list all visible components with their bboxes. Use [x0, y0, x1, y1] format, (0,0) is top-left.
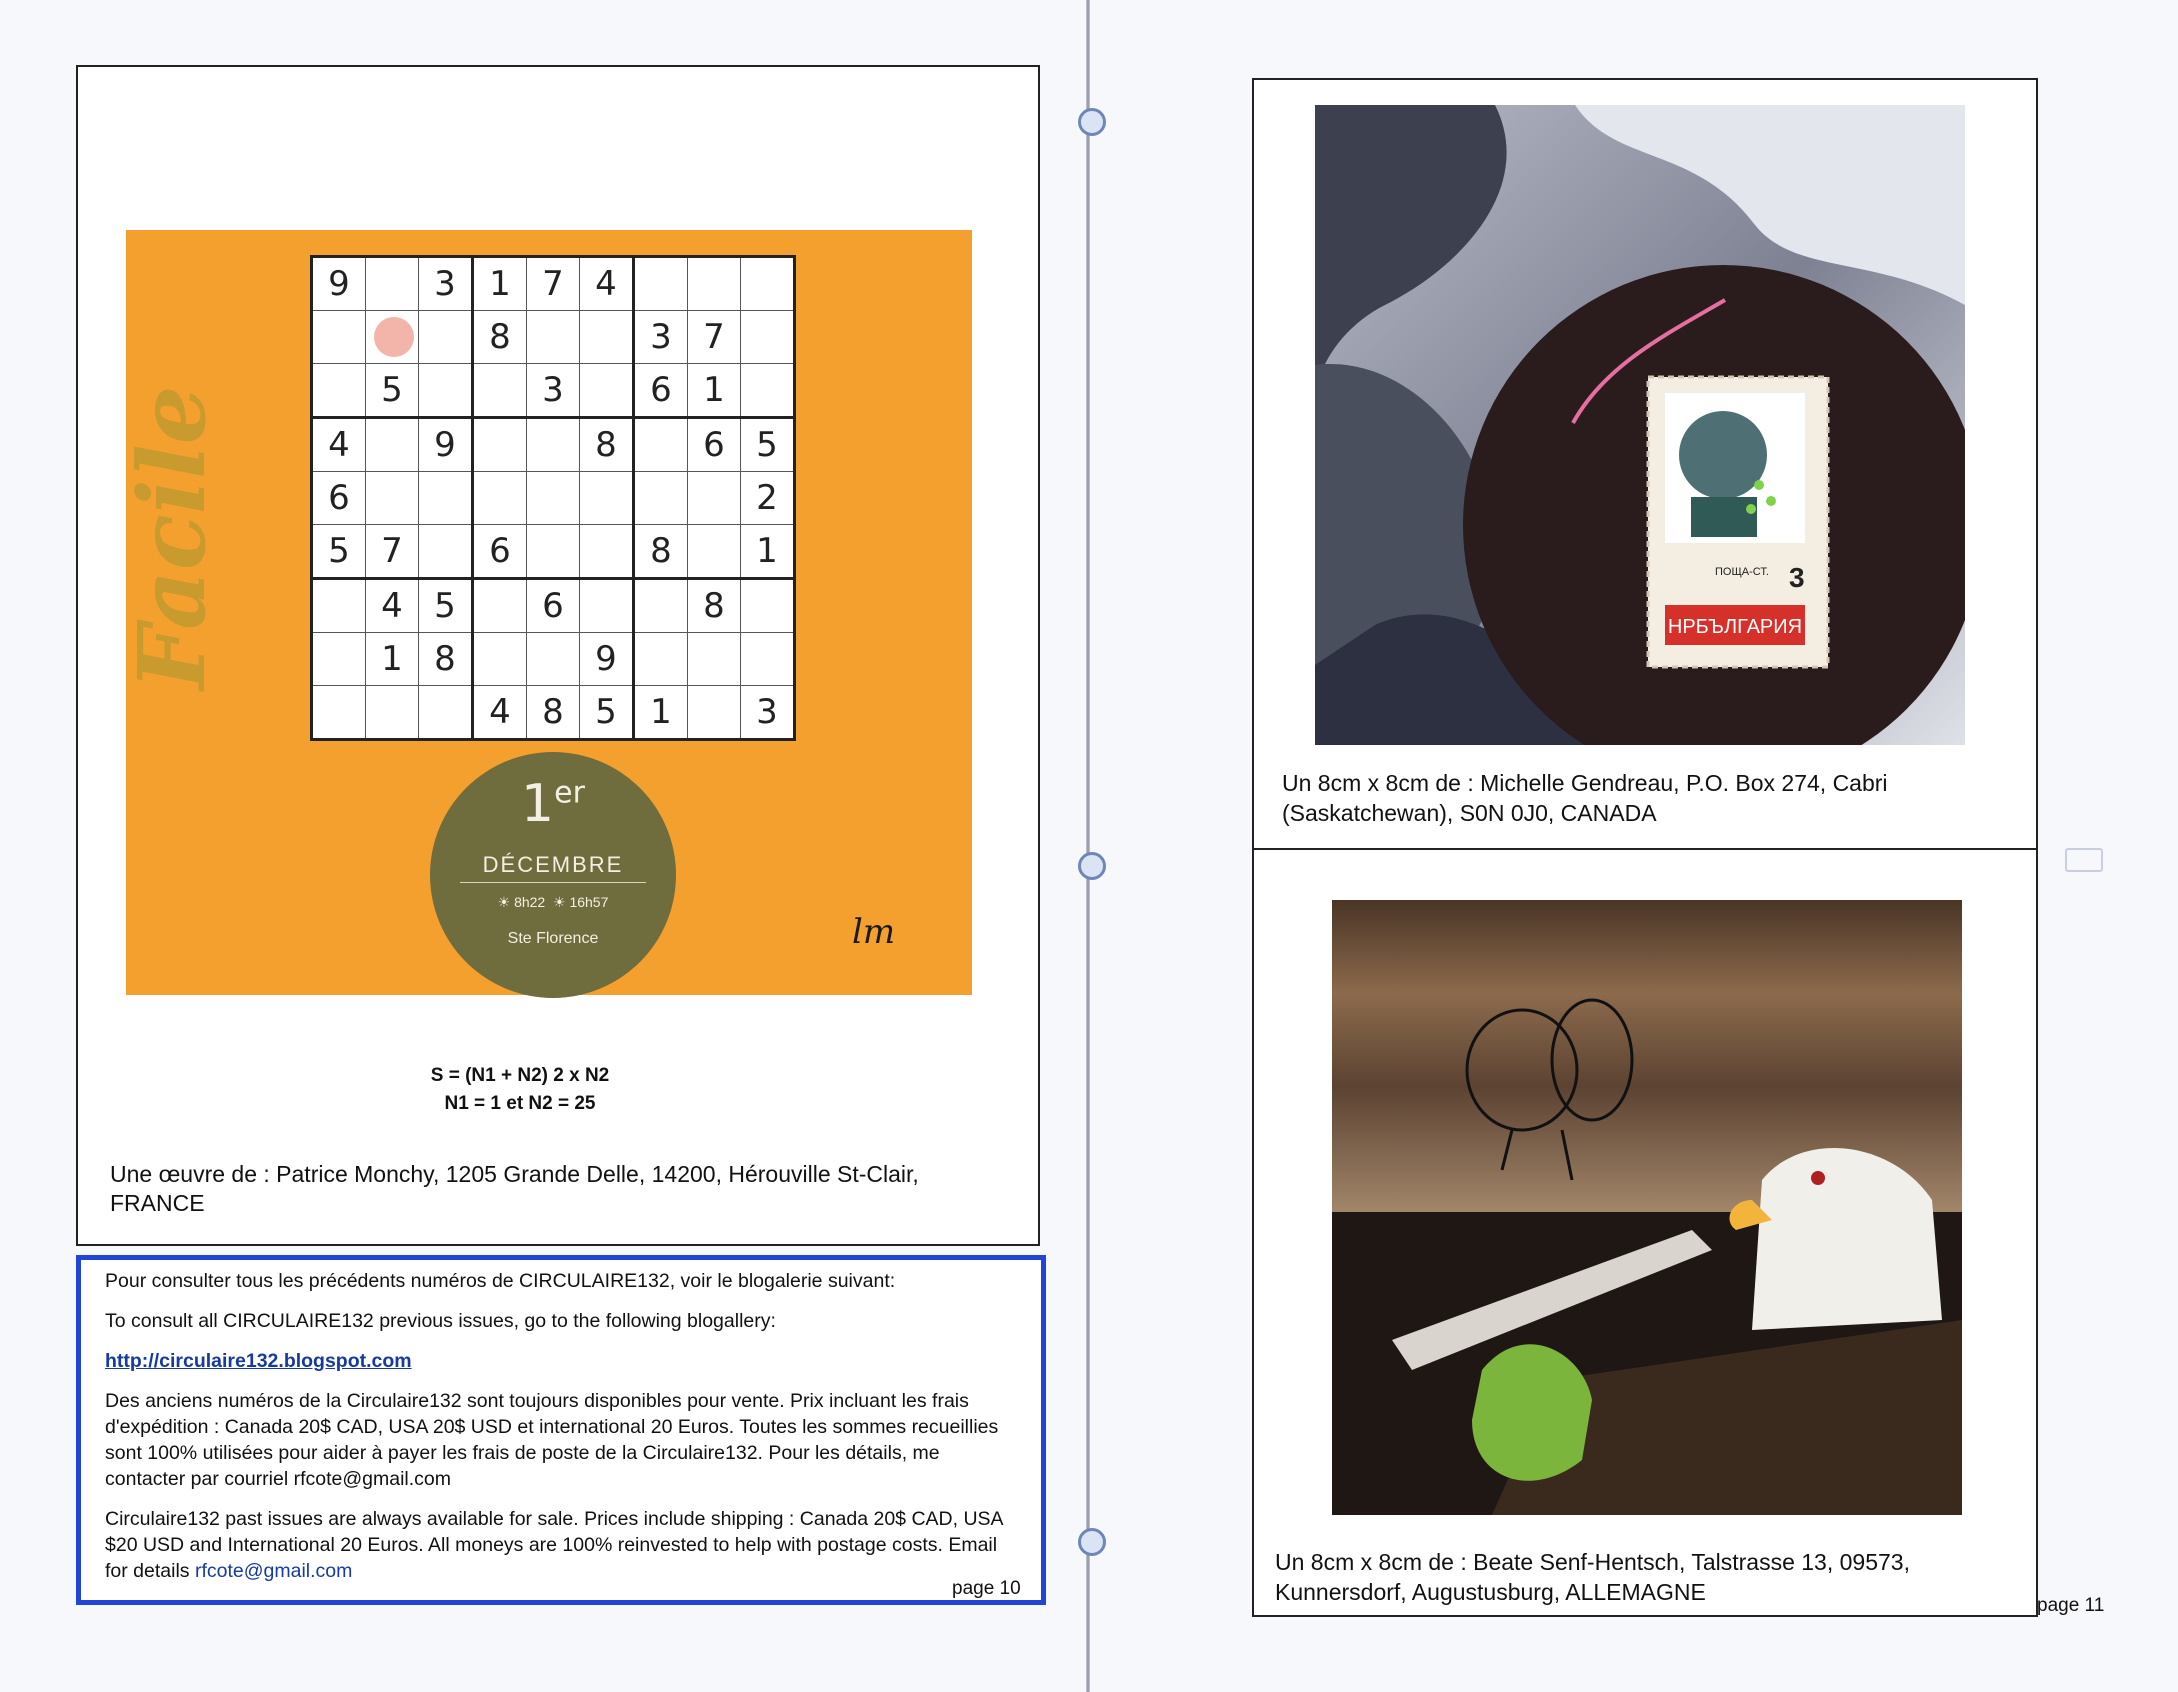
sudoku-cell [741, 257, 795, 311]
sudoku-cell [634, 633, 688, 686]
sudoku-cell: 9 [580, 633, 634, 686]
sudoku-cell [634, 579, 688, 633]
sudoku-cell [580, 472, 634, 525]
sudoku-cell [688, 257, 741, 311]
sudoku-cell: 7 [527, 257, 580, 311]
sudoku-cell: 3 [741, 686, 795, 740]
sudoku-cell [580, 579, 634, 633]
sudoku-cell [419, 472, 473, 525]
sudoku-cell: 8 [634, 525, 688, 579]
page-number-left: page 10 [952, 1578, 1021, 1599]
sudoku-row [312, 579, 795, 633]
sudoku-cell: 1 [741, 525, 795, 579]
sudoku-cell: 8 [580, 418, 634, 472]
sudoku-cell [688, 472, 741, 525]
sudoku-cell [741, 633, 795, 686]
sudoku-row [312, 525, 795, 579]
sudoku-cell: 6 [473, 525, 527, 579]
sudoku-cell [580, 311, 634, 364]
sudoku-cell [473, 364, 527, 418]
sudoku-cell [473, 472, 527, 525]
sudoku-cell [366, 418, 419, 472]
sudoku-cell: 8 [419, 633, 473, 686]
formula-line-2: N1 = 1 et N2 = 25 [444, 1093, 596, 1114]
sudoku-cell [419, 686, 473, 740]
credit-line-1: Une œuvre de : Patrice Monchy, 1205 Grande Delle, 14200, Hérouville St-Clair, [110, 1161, 919, 1187]
sudoku-row [312, 364, 795, 418]
sudoku-cell [741, 311, 795, 364]
sudoku-cell [634, 472, 688, 525]
eagle-collage-image [1332, 900, 1962, 1515]
sudoku-cell [419, 364, 473, 418]
collage-artwork-eagle [1332, 900, 1962, 1515]
sudoku-cell [419, 311, 473, 364]
sudoku-cell [688, 633, 741, 686]
sudoku-cell [527, 311, 580, 364]
sudoku-row [312, 257, 795, 311]
sudoku-cell [634, 418, 688, 472]
sudoku-cell: 3 [634, 311, 688, 364]
info-en-intro: To consult all CIRCULAIRE132 previous issues, go to the following blogallery: [105, 1310, 776, 1332]
page-number-right: page 11 [2037, 1595, 2105, 1616]
sudoku-cell [419, 525, 473, 579]
booklet-spine [1086, 0, 1090, 1692]
collage-artwork-stamp [1315, 105, 1965, 745]
sudoku-cell [312, 686, 366, 740]
sunrise-icon: ☀ [497, 894, 511, 910]
sudoku-cell: 7 [366, 525, 419, 579]
sudoku-cell [312, 579, 366, 633]
sudoku-cell [580, 364, 634, 418]
caption-2-line-1: Un 8cm x 8cm de : Beate Senf-Hentsch, Talstrasse 13, 09573, [1275, 1549, 1910, 1575]
artist-initials: lm [852, 912, 896, 952]
sudoku-cell [741, 579, 795, 633]
sudoku-cell [473, 418, 527, 472]
sudoku-cell: 5 [419, 579, 473, 633]
svg-text:ПОЩА-СТ.: ПОЩА-СТ. [1715, 566, 1769, 578]
info-fr-sale: Des anciens numéros de la Circulaire132 sont toujours disponibles pour vente. Prix incluant les frais d'expédition : Canada 20$ CAD, USA 20$ USD et international 20 Euros. Toutes les sommes recueillies sont 100% utilisées pour aider à payer les frais de poste de la Circulaire132. Pour les détails, me contacter par courriel rfcote@gmail.com [105, 1390, 999, 1490]
collage-image [1315, 105, 1965, 745]
sudoku-cell: 1 [366, 633, 419, 686]
blog-link[interactable]: http://circulaire132.blogspot.com [105, 1350, 412, 1372]
formula-line-1: S = (N1 + N2) 2 x N2 [430, 1065, 610, 1086]
contact-email[interactable]: rfcote@gmail.com [194, 1560, 353, 1582]
sudoku-cell: 6 [312, 472, 366, 525]
date-day: 1er [521, 774, 585, 834]
bulgarian-stamp [1648, 377, 1828, 667]
sudoku-cell [473, 633, 527, 686]
sudoku-cell [312, 364, 366, 418]
sudoku-cell [312, 633, 366, 686]
staple-top [1078, 108, 1106, 136]
sudoku-cell: 8 [527, 686, 580, 740]
svg-text:3: 3 [1789, 562, 1805, 593]
sudoku-row [312, 418, 795, 472]
staple-bottom [1078, 1528, 1106, 1556]
sudoku-cell: 5 [366, 364, 419, 418]
date-month: DÉCEMBRE [460, 852, 646, 883]
caption-artwork-1 [1282, 768, 1888, 828]
sudoku-cell [688, 686, 741, 740]
caption-1-line-2: (Saskatchewan), S0N 0J0, CANADA [1282, 800, 1657, 826]
info-fr-intro: Pour consulter tous les précédents numéros de CIRCULAIRE132, voir le blogalerie suivant: [105, 1270, 896, 1292]
credit-line-2: FRANCE [110, 1190, 205, 1216]
sudoku-cell: 1 [473, 257, 527, 311]
sudoku-cell [527, 418, 580, 472]
date-badge [430, 752, 676, 998]
sudoku-cell: 1 [634, 686, 688, 740]
sudoku-cell [366, 686, 419, 740]
caption-artwork-2 [1275, 1547, 1910, 1607]
sudoku-cell [527, 633, 580, 686]
sudoku-cell: 5 [580, 686, 634, 740]
info-en-sale: Circulaire132 past issues are always available for sale. Prices include shipping : Canada 20$ CAD, USA $20 USD and International 20 Euros. All moneys are 100% reinvested to help with postage costs. Email for details [105, 1508, 1003, 1582]
sudoku-cell [688, 525, 741, 579]
sudoku-cell: 1 [688, 364, 741, 418]
sudoku-cell: 7 [688, 311, 741, 364]
staple-middle [1078, 852, 1106, 880]
sunset-icon: ☀ [553, 894, 566, 910]
sudoku-cell: 4 [366, 579, 419, 633]
sudoku-cell: 3 [419, 257, 473, 311]
sudoku-cell: 9 [419, 418, 473, 472]
difficulty-label: Facile [118, 385, 226, 690]
sudoku-cell [527, 525, 580, 579]
sudoku-cell: 5 [312, 525, 366, 579]
sudoku-cell: 4 [312, 418, 366, 472]
sudoku-cell: 4 [473, 686, 527, 740]
sudoku-cell [366, 257, 419, 311]
sudoku-cell: 6 [527, 579, 580, 633]
sudoku-cell: 9 [312, 257, 366, 311]
sun-times: ☀ 8h22 ☀ 16h57 [497, 894, 609, 910]
sudoku-cell [741, 364, 795, 418]
sudoku-cell: 8 [473, 311, 527, 364]
show-through-arrow-icon [2065, 848, 2103, 872]
sudoku-cell [634, 257, 688, 311]
sudoku-cell: 2 [741, 472, 795, 525]
sudoku-row [312, 472, 795, 525]
sudoku-cell [527, 472, 580, 525]
sudoku-cell: 4 [580, 257, 634, 311]
caption-2-line-2: Kunnersdorf, Augustusburg, ALLEMAGNE [1275, 1579, 1706, 1605]
sudoku-cell: 8 [688, 579, 741, 633]
saint-of-day: Ste Florence [507, 930, 599, 947]
sudoku-cell: 3 [527, 364, 580, 418]
sudoku-cell [473, 579, 527, 633]
sudoku-row [312, 633, 795, 686]
circulaire-info-box [76, 1255, 1046, 1605]
sudoku-cell: 6 [688, 418, 741, 472]
sudoku-row [312, 686, 795, 740]
pink-dot-sticker [374, 317, 414, 357]
sudoku-cell [366, 472, 419, 525]
sudoku-cell [312, 311, 366, 364]
sudoku-cell: 5 [741, 418, 795, 472]
sudoku-cell: 6 [634, 364, 688, 418]
artwork-credit [110, 1160, 919, 1218]
caption-1-line-1: Un 8cm x 8cm de : Michelle Gendreau, P.O. Box 274, Cabri [1282, 770, 1888, 796]
svg-text:НРБЪЛГАРИЯ: НРБЪЛГАРИЯ [1667, 616, 1803, 638]
sudoku-cell [580, 525, 634, 579]
